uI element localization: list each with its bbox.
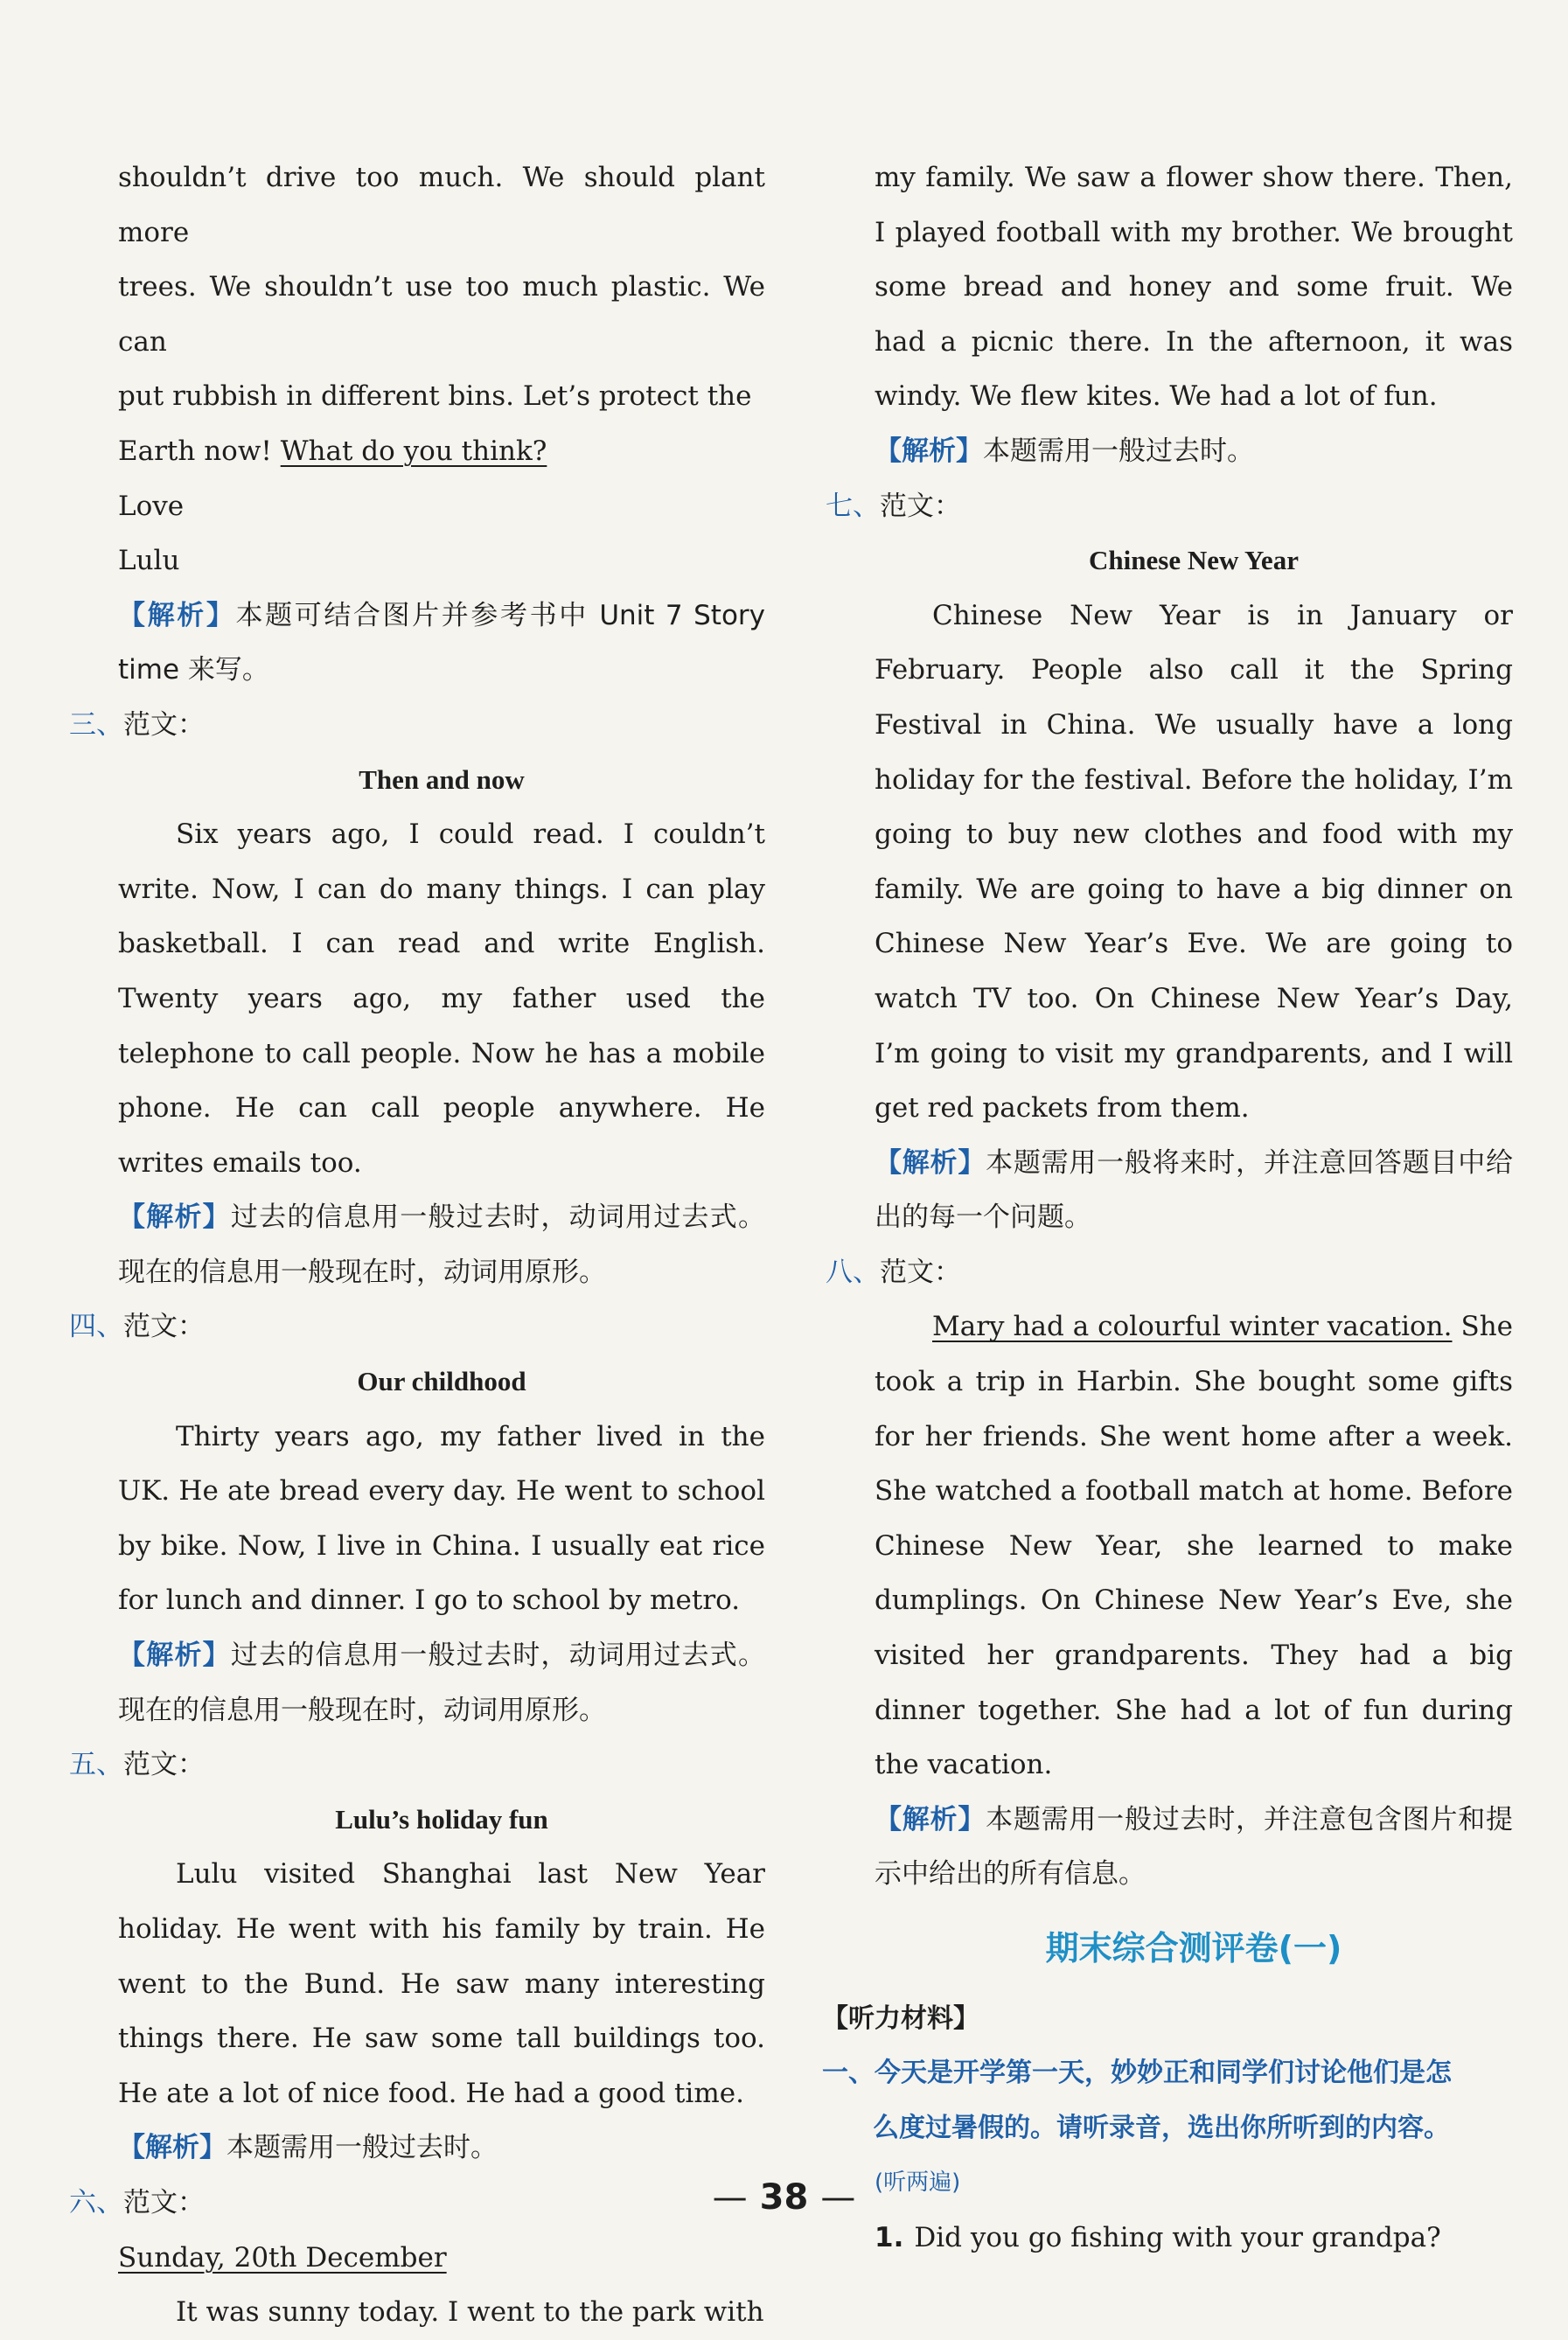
section-label-tail: 范文： [880,490,961,522]
analysis-tag: 【解析】 [118,1201,231,1234]
question-text: Did you go fishing with your grandpa? [914,2221,1441,2253]
intro-line: trees. We shouldn’t use too much plastic. We can [118,271,765,358]
section-heading-5 [69,1738,765,1793]
analysis-text: 本题需用一般过去时。 [983,435,1254,467]
intro-line: shouldn’t drive too much. We should plant more [118,162,765,248]
underlined-question: What do you think? [280,435,547,467]
right-column [822,150,1514,2266]
diary-date-text: Sunday, 20th December [118,2241,447,2274]
page-number [0,2177,1568,2218]
intro-last-prefix: Earth now! [118,435,281,467]
essay-title: Then and now [359,763,525,795]
section-label: 四、 [69,1311,123,1343]
essay-body: Lulu visited Shanghai last New Year holiday. He went with his family by train. He went to the Bund. He saw many interesting things there. He saw some tall buildings too. He ate a lot of nice food. He had a good time. [118,1858,765,2109]
diary-body-continued: my family. We saw a flower show there. Then, I played football with my brother. We brought some bread and honey and some fruit. We had a picnic there. In the afternoon, it was windy. We flew kites. We had a lot of fun. [875,162,1513,413]
section-heading-8 [826,1245,1513,1300]
analysis-note [875,1136,1513,1245]
section-label-tail: 范文： [123,2186,205,2218]
essay-rest: She took a trip in Harbin. She bought some gifts for her friends. She went home after a week. She watched a football match at home. Before Chinese New Year, she learned to make dumplings. On Chinese New Year’s Eve, she visited her grandparents. They had a big dinner together. She had a lot of fun during the vacation. [875,1311,1514,1781]
intro-last-line [118,424,765,479]
section-label-tail: 范文： [123,708,205,741]
essay-first-sentence: Mary had a colourful winter vacation. [932,1311,1453,1343]
diary-body-start: It was sunny today. I went to the park with [176,2296,764,2329]
analysis-text: 本题需用一般过去时。 [226,2132,498,2164]
analysis-tag: 【解析】 [118,1640,231,1672]
section-heading-7 [826,479,1513,534]
analysis-text: 过去的信息用一般过去时，动词用过去式。现在的信息用一般现在时，动词用原形。 [118,1201,766,1288]
page-number-dash-right: — [820,2177,856,2218]
page-number-value: 38 [759,2177,809,2218]
left-column [69,150,766,2340]
section-heading-4 [69,1299,765,1355]
exam-title: 期末综合测评卷(一) [1045,1929,1342,1967]
task-label: 一、 [822,2058,875,2089]
essay-body: Thirty years ago, my father lived in the UK. He ate bread every day. He went to school by bike. Now, I live in China. I usually eat rice for lunch and dinner. I go to school by metro. [118,1420,765,1617]
essay-body [875,1299,1513,1792]
section-label-tail: 范文： [123,1749,205,1781]
analysis-tag: 【解析】 [875,435,983,467]
analysis-note [875,424,1513,479]
essay-title: Lulu’s holiday fun [335,1803,548,1835]
page-number-dash-left: — [712,2177,748,2218]
analysis-tag: 【解析】 [118,2132,226,2164]
task-note: (听两遍) [875,2169,961,2197]
section-label: 三、 [69,708,123,741]
listening-task-1 [822,2046,1513,2155]
analysis-text: 本题可结合图片并参考书中 Unit 7 Story time 来写。 [118,599,765,686]
listening-question [875,2211,1513,2266]
analysis-note [875,1793,1513,1902]
task-line: 么度过暑假的。请听录音，选出你所听到的内容。 [873,2112,1450,2143]
section-label: 六、 [69,2186,123,2218]
analysis-note [118,1628,765,1738]
question-number: 1. [875,2221,904,2253]
analysis-note [118,2121,765,2176]
diary-date [118,2231,765,2286]
analysis-text: 本题需用一般过去时，并注意包含图片和提示中给出的所有信息。 [875,1803,1514,1891]
section-label: 五、 [69,1749,123,1781]
task-line: 今天是开学第一天，妙妙正和同学们讨论他们是怎 [875,2058,1452,2089]
analysis-note [118,588,765,698]
analysis-tag: 【解析】 [118,599,236,631]
section-label-tail: 范文： [123,1311,205,1343]
listening-header: 【听力材料】 [822,2002,979,2034]
letter-closing: Love [118,490,185,522]
essay-title: Our childhood [357,1366,526,1397]
analysis-tag: 【解析】 [875,1146,986,1179]
intro-line: put rubbish in different bins. Let’s protect the [118,380,752,413]
section-label-tail: 范文： [880,1256,961,1288]
letter-signature: Lulu [118,545,180,577]
section-label: 七、 [826,490,880,522]
essay-body: Six years ago, I could read. I couldn’t write. Now, I can do many things. I can play basketball. I can read and write English. Twenty years ago, my father used the telephone to call people. Now he has a mobile phone. He can call people anywhere. He writes emails too. [118,818,765,1179]
analysis-tag: 【解析】 [875,1803,986,1835]
essay-body: Chinese New Year is in January or February. People also call it the Spring Festival in China. We usually have a long holiday for the festival. Before the holiday, I’m going to buy new clothes and food with my family. We are going to have a big dinner on Chinese New Year’s Eve. We are going to watch TV too. On Chinese New Year’s Day, I’m going to visit my grandparents, and I will get red packets from them. [875,599,1513,1125]
analysis-note [118,1190,765,1299]
analysis-text: 本题需用一般将来时，并注意回答题目中给出的每一个问题。 [875,1146,1514,1234]
analysis-text: 过去的信息用一般过去时，动词用过去式。现在的信息用一般现在时，动词用原形。 [118,1640,766,1726]
essay-title: Chinese New Year [1089,545,1299,576]
section-heading-3 [69,698,765,753]
section-label: 八、 [826,1256,880,1288]
